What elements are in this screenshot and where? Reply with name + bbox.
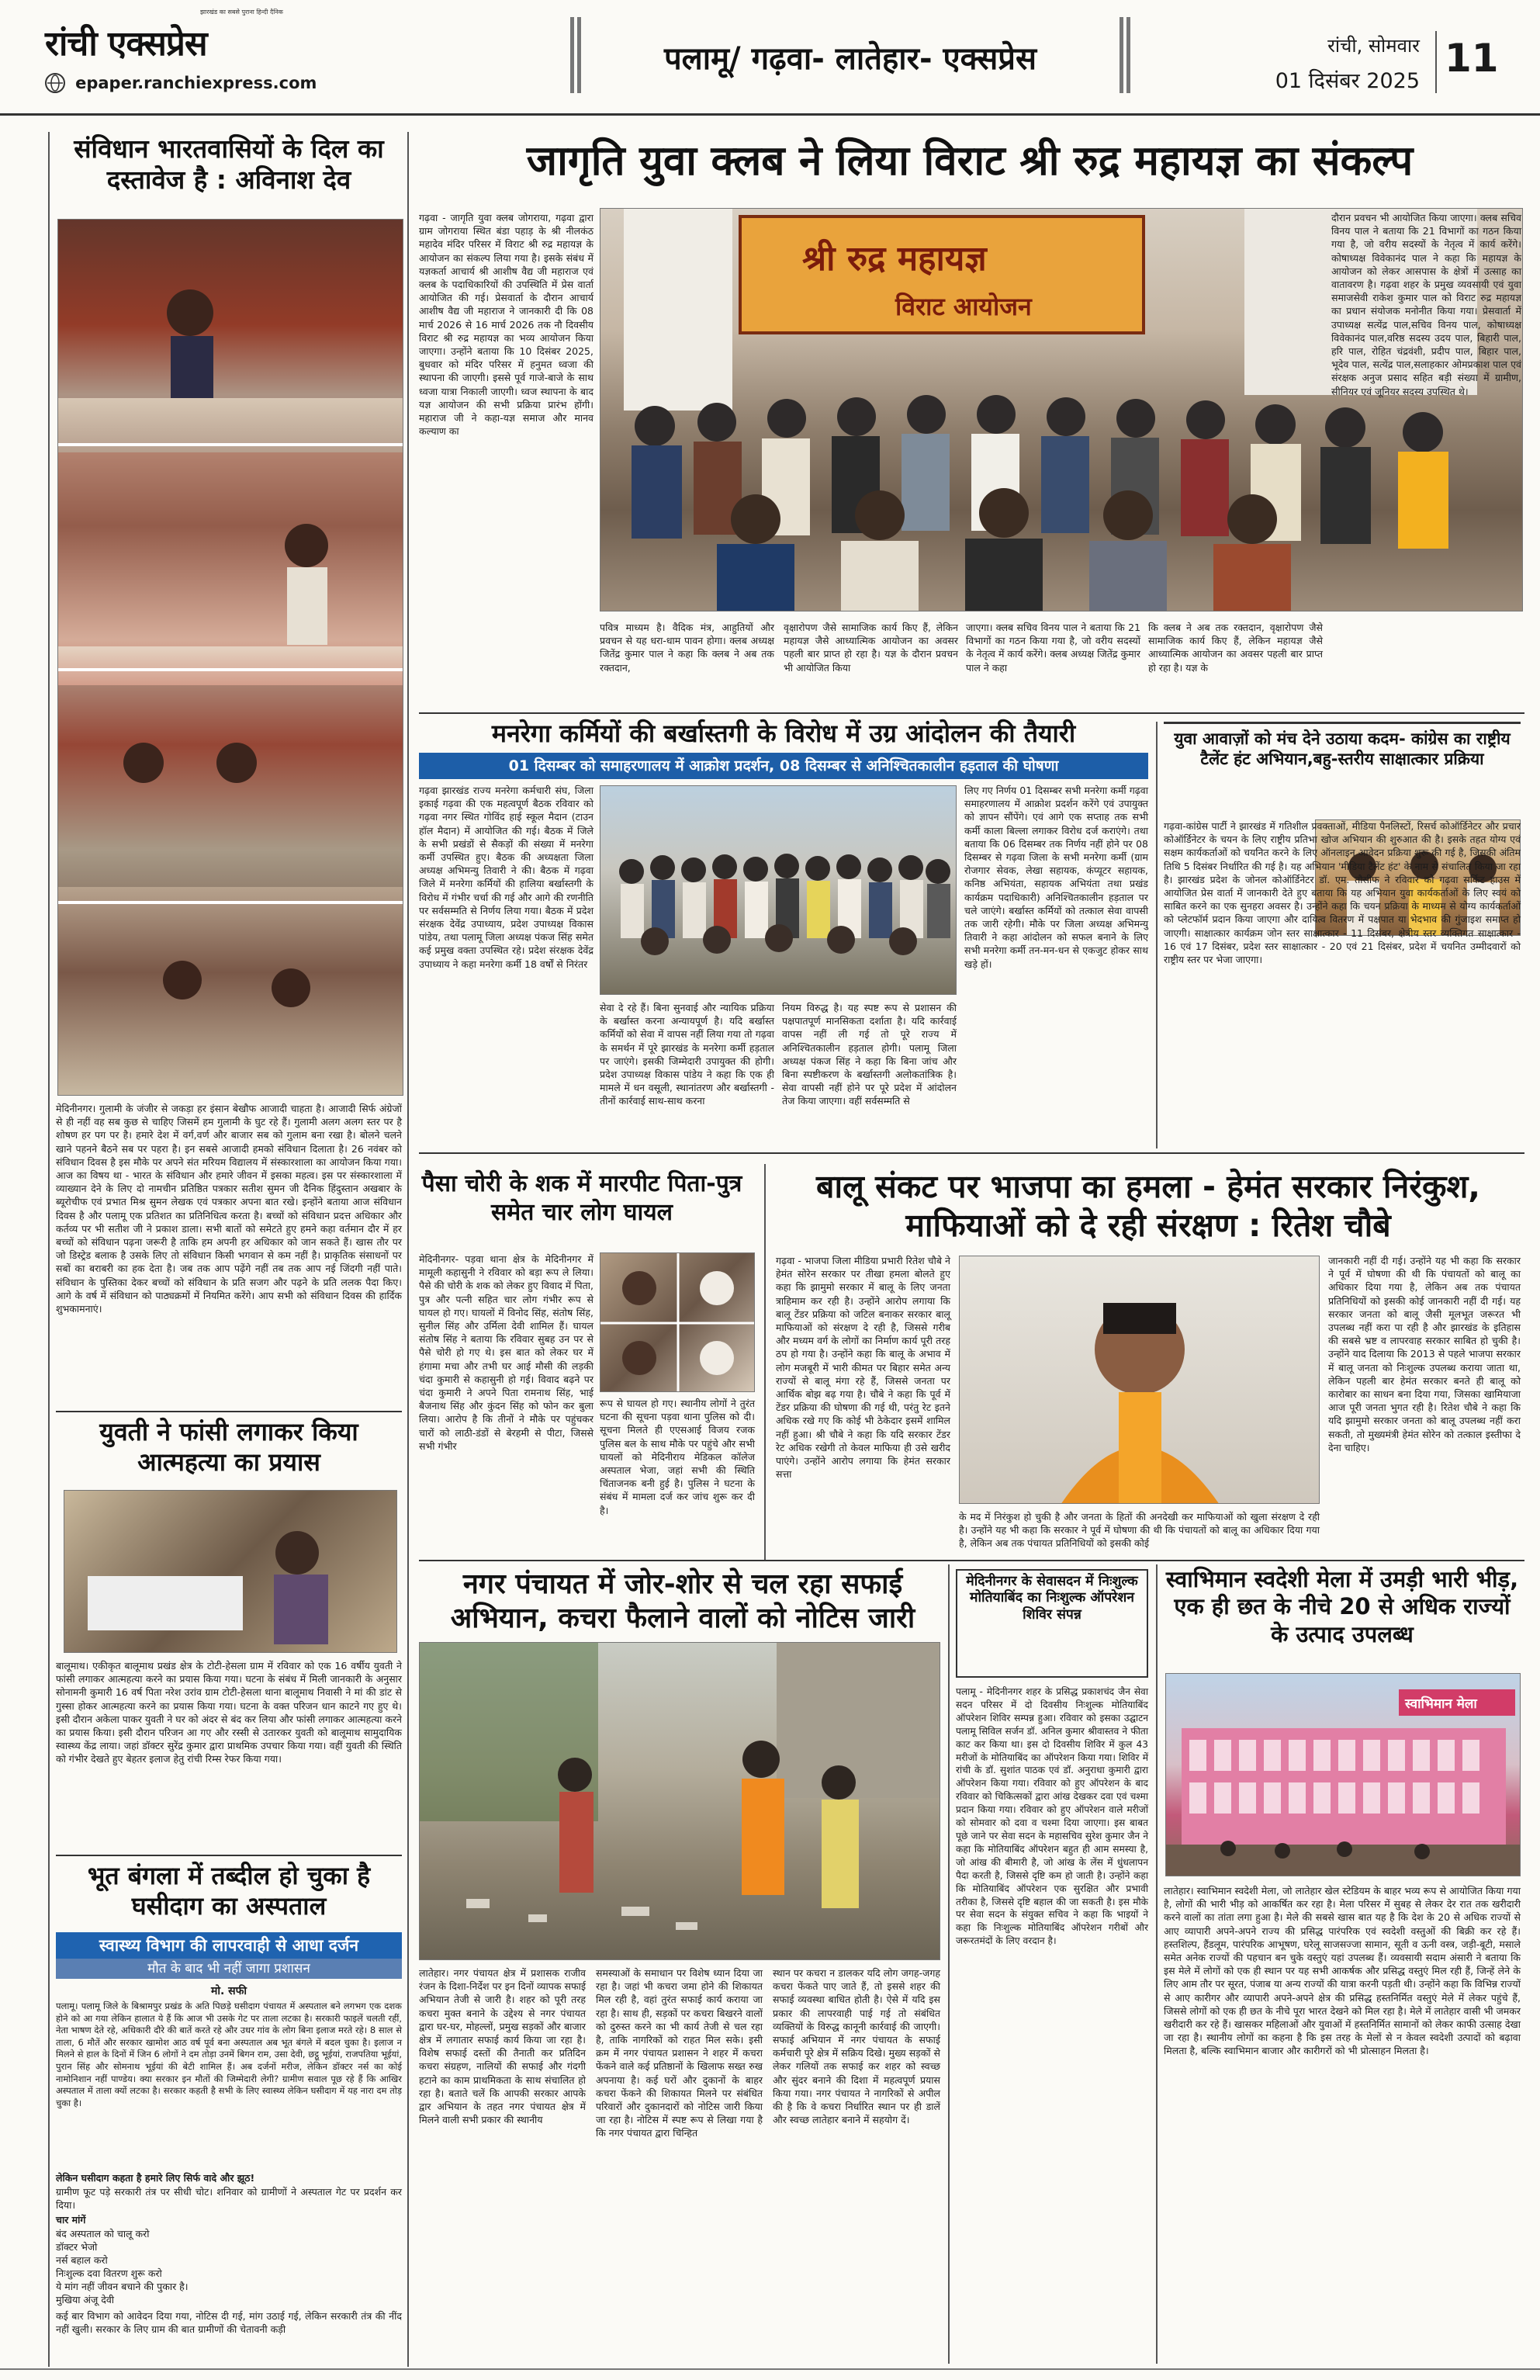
headline-ghasidag: भूत बंगला में तब्दील हो चुका है घसीदाग का अस्पताल [87, 1861, 371, 1921]
headline-samvidhan: संविधान भारतवासियों के दिल का दस्तावेज है : अविनाश देव [74, 133, 384, 196]
headline-mela: स्वाभिमान स्वदेशी मेला में उमड़ी भारी भीड़, एक ही छत के नीचे 20 से अधिक राज्यों के उत्पाद उपलब्ध [1165, 1566, 1519, 1647]
ghasidag-tail: कई बार विभाग को आवेदन दिया गया, नोटिस दी गई, मांग उठाई गई, लेकिन सरकारी तंत्र की नींद नहीं खुली। सरकार के लिए ग्राम की बात ग्रामीणों की चेतावनी कड़ी [56, 2310, 402, 2336]
bjp-col-1: गढ़वा - भाजपा जिला मीडिया प्रभारी रितेश चौबे ने हेमंत सोरेन सरकार पर तीखा हमला बोलते हुए कहा कि झामुमो सरकार में बालू के लिए जनता त्राहिमाम कर रही है। उन्होंने आरोप लगाया कि बालू टेंडर प्रक्रिया को जटिल बनाकर सरकार बालू माफियाओं को संरक्षण दे रही है, जिससे गरीब और मध्यम वर्ग के लोगों का निर्माण कार्य पूरी तरह ठप हो गया है। उन्होंने कहा कि बालू के अभाव में लोग मजबूरी में भारी कीमत पर बिहार समेत अन्य राज्यों से बालू मंगा रहे हैं, जिससे जनता पर आर्थिक बोझ बढ़ गया है। चौबे ने कहा कि पूर्व में टेंडर प्रक्रिया की घोषणा की गई थी, परंतु रेट इतने अधिक रखे गए कि कोई भी ठेकेदार इसमें शामिल नहीं हुआ। श्री चौबे ने कहा कि यदि सरकार टेंडर रेट अधिक रखेगी तो केवल माफिया ही उसे खरीद पाएंगे। उन्होंने आरोप लगाया कि हेमंत सरकार सत्ता [776, 1255, 950, 1481]
mgnrega-col-4: लिए गए निर्णय 01 दिसम्बर सभी मनरेगा कर्मी गढ़वा समाहरणालय में आक्रोश प्रदर्शन करेंगे एवं उपायुक्त को ज्ञापन सौंपेंगे। एवं आगे एक सप्ताह तक सभी कर्मी काला बिल्ला लगाकर विरोध दर्ज कराएंगे। तथा बताया कि 06 दिसम्बर तक निर्णय नहीं होने पर 08 दिसम्बर से गढ़वा जिला के सभी मनरेगा कर्मी (ग्राम रोजगार सेवक, लेखा सहायक, कंप्यूटर सहायक, कनिष्ठ अभियंता, सहायक अभियंता तथा प्रखंड कार्यक्रम पदाधिकारी) अनिश्चितकालीन हड़ताल पर चले जाएंगे। बर्खास्त कर्मियों को तत्काल सेवा वापसी तक जारी रहेगी। मौके पर जिला अध्यक्ष अभिमन्यु तिवारी ने कहा आंदोलन को सफल बनाने के लिए सभी मनरेगा कर्मी तन-मन-धन से एकजुट होकर साथ खड़े हों। [964, 785, 1148, 970]
headline-theft: पैसा चोरी के शक में मारपीट पिता-पुत्र समेत चार लोग घायल [421, 1170, 742, 1226]
photo-mgnrega-meeting [600, 785, 957, 995]
safai-col-2: समस्याओं के समाधान पर विशेष ध्यान दिया जा रहा है। जहां भी कचरा जमा होने की शिकायत मिल रही है, वहां तुरंत सफाई कार्य कराया जा रहा है। साथ ही, सड़कों पर कचरा बिखरने वालों को दुरुस्त करने का भी कार्य तेजी से चल रहा है, ताकि नागरिकों को राहत मिल सके। इसी क्रम में नगर पंचायत प्रशासन ने शहर में कचरा फेंकने वाले कई प्रतिष्ठानों के खिलाफ सख्त रुख अपनाया है। कई घरों और दुकानों के बाहर कचरा फेंकने की शिकायत मिलने पर संबंधित परिवारों और दुकानदारों को नोटिस जारी किया जा रहा है। नोटिस में स्पष्ट रूप से लिखा गया है कि नगर पंचायत द्वारा चिन्हित [596, 1967, 763, 2139]
photo-sanskarshala [57, 219, 403, 1096]
article-eye-camp: पलामू - मेदिनीनगर शहर के प्रसिद्ध प्रकाशचंद जैन सेवा सदन परिसर में दो दिवसीय निःशुल्क मोतियाबिंद ऑपरेशन शिविर सम्पन्न हुआ। रविवार को इसका उद्घाटन पलामू सिविल सर्जन डॉ. अनिल कुमार श्रीवास्तव ने फीता काट कर किया था। इस दो दिवसीय शिविर में कुल 43 मरीजों के मोतियाबिंद का ऑपरेशन किया गया। शिविर में रांची के डॉ. सुशांत पाठक एवं डॉ. अनुराधा कुमारी द्वारा ऑपरेशन किया गया। रविवार को हुए ऑपरेशन के बाद रविवार को चिकित्सकों द्वारा आंख देखकर दवा एवं चश्मा प्रदान किया गया। रविवार को हुए ऑपरेशन वाले मरीजों को सोमवार को दवा व चश्मा दिया जाएगा। इस बाबत पूछे जाने पर सेवा सदन के महासचिव सुरेश कुमार जैन ने कहा कि मोतियाबिंद ऑपरेशन बहुत ही आम समस्या है, जो आंख की बीमारी है, जो आंख के लेंस में धुंधलापन पैदा करती है, जिससे दृष्टि कम हो जाती है। उन्होंने कहा कि मोतियाबिंद ऑपरेशन एक सुरक्षित और प्रभावी तरीका है, जिससे दृष्टि बहाल की जा सकती है। इस मौके पर सेवा सदन के संयुक्त सचिव ने कहा कि भाइयों ने कहा कि निःशुल्क मोतियाबिंद ऑपरेशन गरीबों और जरूरतमंदों के लिए वरदान है। [956, 1686, 1148, 1947]
mgnrega-col-3: नियम विरुद्ध है। यह स्पष्ट रूप से प्रशासन की पक्षपातपूर्ण मानसिकता दर्शाता है। यदि कार्रवाई वापस नहीं ली गई तो पूरे राज्य में अनिश्चितकालीन हड़ताल होगी। पलामू जिला अध्यक्ष पंकज सिंह ने कहा कि बिना जांच और बिना स्पष्टीकरण के बर्खास्तगी अलोकतांत्रिक है। सेवा वापसी नहीं होने पर पूरे प्रदेश में आंदोलन तेज किया जाएगा। वहीं सर्वसम्मति से [782, 1002, 957, 1107]
photo-swadeshi-mela [1165, 1673, 1521, 1876]
ghasidag-demands [56, 2227, 402, 2306]
logo [45, 9, 324, 65]
list-item: डॉक्टर भेजो [56, 2241, 98, 2253]
lead-col-2: पवित्र माध्यम है। वैदिक मंत्र, आहुतियों और प्रवचन से यह धरा-धाम पावन होगा। क्लब अध्यक्ष जितेंद्र कुमार पाल ने कहा कि क्लब ने अब तक रक्तदान, [600, 622, 774, 674]
headline-bjp: बालू संकट पर भाजपा का हमला - हेमंत सरकार निरंकुश, माफियाओं को दे रही संरक्षण : रितेश चौबे [816, 1168, 1480, 1245]
headline-lead: जागृति युवा क्लब ने लिया विराट श्री रुद्र महायज्ञ का संकल्प [526, 137, 1414, 185]
photo-ritesh-choubey [959, 1256, 1320, 1504]
lead-col-3: वृक्षारोपण जैसे सामाजिक कार्य किए हैं, लेकिन महायज्ञ जैसे आध्यात्मिक आयोजन का अवसर पहली बार प्राप्त हो रहा है। यज्ञ के दौरान प्रवचन भी आयोजित किया [784, 622, 958, 674]
website-url[interactable]: epaper.ranchiexpress.com [75, 74, 317, 92]
list-item: मुखिया अंजू देवी [56, 2294, 115, 2306]
article-ghasidag: पलामू। पलामू जिले के बिश्रामपुर प्रखंड के अति पिछड़े घसीदाग पंचायत में अस्पताल बने लगभग एक दशक होने को आ गया लेकिन हालात ये हैं कि आज भी उसके गेट पर ताला लटका है। सरकारी फाइलें चलती रहीं, नेता भाषण देते रहे, अधिकारी दौरे की बातें करते रहे और उधर गांव के लोग बिना इलाज मरते रहे। 8 साल से ताला, 6 मौतें और सरकार खामोश आठ वर्ष पूर्व बना अस्पताल अब भूत बंगले में बदल चुका है। इलाज न मिलने से हाल के दिनों में जिन 6 लोगों ने दम तोड़ा उनमें बिगन राम, उसा देवी, छट्ठू भूईयां, राजपतिया भूईयां, पुरान सिंह और सोमनाथ भूईयां की बेटी शामिल हैं। अब दर्जनों मरीज, लेकिन डॉक्टर नर्स का कोई नामोनिशान नहीं पाण्डेय। क्या सरकार इन मौतों की जिम्मेदारी लेगी? ग्रामीण सवाल पूछ रहे हैं कि आखिर अस्पताल में ताला क्यों लटका है। सरकार कहती है सभी के लिए स्वास्थ्य लेकिन घसीदाग में यह नारा दम तोड़ चुका है। [56, 2001, 402, 2108]
headline-congress: युवा आवाज़ों को मंच देने उठाया कदम- कांग्रेस का राष्ट्रीय टैलेंट हंट अभियान,बहु-स्तरीय साक्षात्कार प्रक्रिया [1174, 729, 1511, 768]
place-day: रांची, सोमवार [1327, 35, 1420, 57]
lead-col-1: गढ़वा - जागृति युवा क्लब जोगराया, गढ़वा द्वारा ग्राम जोगराया स्थित बंडा पहाड़ के श्री नीलकंठ महादेव मंदिर परिसर में विराट श्री रुद्र महायज्ञ के आयोजन का संकल्प लिया गया है। इसके संबंध में यज्ञकर्ता आचार्य श्री आशीष वैद्य जी महाराज एवं क्लब के पदाधिकारियों की उपस्थिति में प्रेस वार्ता आयोजित की गई। प्रेसवार्ता के दौरान आचार्य आशीष वैद्य जी महाराज ने जानकारी दी कि 08 मार्च 2026 से 16 मार्च 2026 तक नौ दिवसीय विराट श्री रुद्र महायज्ञ का भव्य आयोजन किया जाएगा। उन्होंने बताया कि 10 दिसंबर 2025, बुधवार को मंदिर परिसर में हनुमत ध्वजा की स्थापना की जाएगी। इससे पूर्व गाजे-बाजे के साथ ध्वजा यात्रा निकाली जाएगी। ध्वज स्थापना के बाद यज्ञ आयोजन की सभी प्रक्रिया प्रारंभ होंगी। महाराज जी ने कहा-यज्ञ समाज और मानव कल्याण का [419, 212, 594, 438]
bjp-col-2: के मद में निरंकुश हो चुकी है और जनता के हितों की अनदेखी कर माफियाओं को खुला संरक्षण दे रही है। उन्होंने यह भी कहा कि सरकार ने पूर्व में घोषणा की थी कि पंचायतों को बालू का अधिकार दिया गया है, लेकिन अब तक पंचायत प्रतिनिधियों को इसकी कोई [959, 1511, 1320, 1550]
banner-subtitle: विराट आयोजन [895, 292, 1032, 321]
article-samvidhan: मेदिनीनगर। गुलामी के जंजीर से जकड़ा हर इंसान बेखौफ आजादी चाहता है। आजादी सिर्फ अंग्रेजों से ही नहीं वह सब कुछ से चाहिए जिसमें हम गुलामी के घुट रहे हैं। गुलामी अलग अलग स्तर पर है शोषण हर पग पर है। हमारे देश में वर्ग,वर्ण और बाजार सब को गुलाम बना रखा है। बोलने चलने खाने पहनने बैठने सब पर पहरा है। इन सबसे आजादी हमको संविधान दिलाता है। 26 नवंबर को संविधान दिवस है इस मौके पर अपने संत मरियम विद्यालय में संस्कारशाला का आयोजन किया गया। आज का विषय था - भारत के संविधान और हमारे जीवन में इसका महत्व। इस पर संस्कारशाला में व्याख्यान देने के लिए दो नामचीन प्रतिष्ठित पत्रकार सतीश सुमन जी दैनिक हिंदुस्तान अखबार के ब्यूरोचीफ एवं प्रभात मिश्र सुमन लेखक एवं पत्रकार अपना बात रखे। इन्होंने बताया आज संविधान दिवस है और पलामू एक प्रतिशत का प्रतिनिधित्व करता है। बच्चों को संविधान प्रदत्त अधिकार और कर्तव्य पर भी सतीश जी ने प्रकाश डाला। सभी बातों को समेटते हुए हमने कहा वर्तमान दौर में हर बच्चों को संविधान पढ़ना जरूरी है ताकि हम अपनी हर अधिकार को जान सकते हैं। खास तौर पर जो डिस्ट्रेड बलाक है उसके लिए तो संविधान किसी भगवान से कम नहीं है। प्राकृतिक संसाधनों पर सबों का बराबरी का हक देता है। जब तक आप पढ़ेंगे नहीं तब तक आप नई जिंदगी नहीं पाते। संविधान के पुस्तिका देकर बच्चों को संविधान के प्रति सजग और पढ़ने के प्रति ललक पैदा किए। आगे के वर्ष में संविधान को पाठ्यक्रमों में नियमित करेंगे। आप सभी को संविधान दिवस की हार्दिक शुभकामनाएं। [56, 1103, 402, 1315]
mgnrega-col-1: गढ़वा झारखंड राज्य मनरेगा कर्मचारी संघ, जिला इकाई गढ़वा की एक महत्वपूर्ण बैठक रविवार को गढ़वा नगर स्थित गोविंद हाई स्कूल मैदान (टाउन हॉल मैदान) में आयोजित की गई। बैठक में जिले के सभी प्रखंडों से सैकड़ों की संख्या में मनरेगा कर्मी उपस्थित हुए। बैठक की अध्यक्षता जिला अध्यक्ष अभिमन्यु तिवारी ने की। बैठक में गढ़वा जिले में मनरेगा कर्मियों की हालिया बर्खास्तगी के विरोध में गंभीर चर्चा की गई और आगे की रणनीति पर सर्वसम्मति से निर्णय लिया गया। बैठक में प्रदेश संरक्षक देवेंद्र उपाध्याय, प्रदेश उपाध्यक्ष विकास पांडेय, तथा पलामू जिला अध्यक्ष पंकज सिंह समेत कई प्रमुख वक्ता उपस्थित रहे। प्रदेश संरक्षक देवेंद्र उपाध्याय ने कहा मनरेगा कर्मी 18 वर्षों से निरंतर [419, 785, 594, 970]
issue-date: 01 दिसंबर 2025 [1275, 69, 1420, 93]
theft-col-1: मेदिनीनगर- पड़वा थाना क्षेत्र के मेदिनीनगर में मामूली कहासुनी ने रविवार को बड़ा रूप ले लिया। पैसे की चोरी के शक को लेकर हुए विवाद में पिता, पुत्र और पत्नी सहित चार लोग गंभीर रूप से घायल हो गए। घायलों में विनोद सिंह, संतोष सिंह, सुनील सिंह और उर्मिला देवी शामिल हैं। घायल संतोष सिंह ने बताया कि रविवार सुबह उन पर से पैसे चोरी हो गए थे। इस बात को लेकर घर में हंगामा मचा और तभी घर आई मौसी की लड़की चंदा कुमारी से कहासुनी हो गई। विवाद बढ़ने पर चंदा कुमारी ने अपने पिता रामनाथ सिंह, भाई बैजनाथ सिंह और कुंदन सिंह को फोन कर बुला लिया। आरोप है कि तीनों ने मौके पर पहुंचकर चारों को लाठी-डंडों से बेरहमी से पीटा, जिससे सभी गंभीर [419, 1253, 594, 1452]
ghasidag-list-intro: ग्रामीण फूट पड़े सरकारी तंत्र पर सीधी चोट। शनिवार को ग्रामीणों ने अस्पताल गेट पर प्रदर्शन कर दिया। [56, 2186, 402, 2212]
section-banner [570, 17, 1130, 93]
strap2-ghasidag: मौत के बाद भी नहीं जागा प्रशासन [56, 1959, 402, 1979]
globe-icon [45, 73, 65, 93]
logo-text: रांची एक्सप्रेस [45, 24, 207, 64]
article-fansi: बालूमाथ। एकीकृत बालूमाथ प्रखंड क्षेत्र के टोटी-हेसला ग्राम में रविवार को एक 16 वर्षीय युवती ने फांसी लगाकर आत्महत्या करने का प्रयास किया गया। घटना के संबंध में मिली जानकारी के अनुसार सोनामनी कुमारी 16 वर्ष पिता नरेश उरांव ग्राम टोटी-हेसला थाना बालूमाथ निवासी ने मां की डांट से गुस्सा होकर आत्महत्या करने का प्रयास किया गया। घटना के वक्त परिजन धान काटने गए हुए थे। इसी दौरान अकेला पाकर युवती ने घर को अंदर से बंद कर लिया और फांसी लगाकर आत्महत्या करने का प्रयास किया। इसी दौरान परिजन आ गए और रस्सी से उतारकर युवती को बालूमाथ सामुदायिक स्वास्थ्य केंद्र लाया। जहां डॉक्टर सुरेंद्र कुमार द्वारा प्राथमिक उपचार किया गया। वहीं युवती की स्थिति को गंभीर देखते हुए बेहतर इलाज हेतु रांची रिम्स रेफर किया गया। [56, 1660, 402, 1765]
list-item: बंद अस्पताल को चालू करो [56, 2228, 150, 2240]
photo-safai-abhiyan [419, 1642, 940, 1960]
ghasidag-list-head: चार मांगें [56, 2214, 86, 2226]
website-row [45, 73, 317, 96]
ghasidag-bold-line: लेकिन घसीदाग कहता है हमारे लिए सिर्फ वादे और झूठ! [56, 2172, 255, 2184]
lead-col-6: दौरान प्रवचन भी आयोजित किया जाएगा। क्लब सचिव विनय पाल ने बताया कि 21 विभागों का गठन किया गया है, जो वरीय सदस्यों के नेतृत्व में कार्य करेंगे। कोषाध्यक्ष विवेकानंद पाल ने कहा कि महायज्ञ के आयोजन को लेकर आसपास के क्षेत्रों में उत्साह का वातावरण है। गढ़वा शहर के प्रमुख व्यवसायी एवं युवा समाजसेवी राकेश कुमार पाल को विराट रुद्र महायज्ञ का प्रधान संयोजक मनोनीत किया गया। प्रेसवार्ता में उपाध्यक्ष सत्येंद्र पाल,सचिव विनय पाल, कोषाध्यक्ष विवेकानंद पाल,वरिष्ठ सदस्य उदय पाल, बिहारी पाल, हरि पाल, रोहित चंद्रवंशी, प्रदीप पाल, बिहार पाल, भूदेव पाल, सत्येंद्र पाल,सलाहकार ओमप्रकाश पाल एवं संरक्षक अनुज प्रसाद सहित बड़ी संख्या में ग्रामीण, सीनियर एवं जूनियर सदस्य उपस्थित थे। [1331, 212, 1521, 397]
article-congress: गढ़वा-कांग्रेस पार्टी ने झारखंड में गतिशील प्रवक्ताओं, मीडिया पैनलिस्टों, रिसर्च कोऑर्डिनेटर और प्रचार कोऑर्डिनेटर के चयन के लिए राष्ट्रीय प्रतिभा खोज अभियान की शुरुआत की है। इसके तहत योग्य एवं सक्षम कार्यकर्ताओं को चयनित करने के लिए ऑनलाइन आवेदन प्रक्रिया शुरू की गई है, जिसकी अंतिम तिथि 5 दिसंबर निर्धारित की गई है। यह अभियान 'मीडिया टैलेंट हंट' के नाम से संचालित किया जा रहा है। झारखंड प्रदेश के जोनल कोऑर्डिनेटर डॉ. एम. तौसीफ ने रविवार को गढ़वा सर्किट हाउस में आयोजित प्रेस वार्ता में जानकारी देते हुए बताया कि यह अभियान युवा कार्यकर्ताओं के लिए स्वयं को साबित करने का एक सुनहरा अवसर है। उन्होंने कहा कि चयन प्रक्रिया के माध्यम से योग्य कार्यकर्ताओं को प्लेटफॉर्म प्रदान किया जाएगा और दायित्व वितरण में पक्षपात या भेदभाव की गुंजाइश समाप्त हो जाएगी। साक्षात्कार कार्यक्रम जोन स्तर साक्षात्कार - 11 दिसंबर, क्षेत्रीय स्तर व्यक्तिगत साक्षात्कार - 16 एवं 17 दिसंबर, प्रदेश स्तर साक्षात्कार - 20 एवं 21 दिसंबर, प्रदेश में चयनित उम्मीदवारों को राष्ट्रीय स्तर पर भेजा जाएगा। [1164, 820, 1521, 966]
photo-injured [600, 1252, 755, 1392]
strap-ghasidag: स्वास्थ्य विभाग की लापरवाही से आधा दर्जन [56, 1932, 402, 1959]
headline-fansi: युवती ने फांसी लगाकर किया आत्महत्या का प्रयास [99, 1417, 358, 1478]
lead-col-4: जाएगा। क्लब सचिव विनय पाल ने बताया कि 21 विभागों का गठन किया गया है, जो वरीय सदस्यों के नेतृत्व में कार्य करेंगे। क्लब अध्यक्ष जितेंद्र कुमार पाल ने कहा [966, 622, 1140, 674]
mgnrega-col-2: सेवा दे रहे हैं। बिना सुनवाई और न्यायिक प्रक्रिया के बर्खास्त करना अन्यायपूर्ण है। यदि बर्खास्त कर्मियों को सेवा में वापस नहीं लिया गया तो गढ़वा के समर्थन में पूरे झारखंड के मनरेगा कर्मी हड़ताल पर जाएंगे। इसकी जिम्मेदारी उपायुक्त की होगी। प्रदेश उपाध्यक्ष विकास पांडेय ने कहा कि एक ही मामले में धन वसूली, स्थानांतरण और बर्खास्तगी - तीनों कार्रवाई साथ-साथ करना [600, 1002, 774, 1107]
lead-col-5: कि क्लब ने अब तक रक्तदान, वृक्षारोपण जैसे सामाजिक कार्य किए हैं, लेकिन महायज्ञ जैसे आध्यात्मिक आयोजन का अवसर पहली बार प्राप्त हो रहा है। यज्ञ के [1148, 622, 1323, 674]
safai-col-3: स्थान पर कचरा न डालकर यदि लोग जगह-जगह कचरा फेंकते पाए जाते हैं, तो इससे शहर की सफाई व्यवस्था बाधित होती है। ऐसे में यदि इस प्रकार की लापरवाही पाई गई तो संबंधित व्यक्तियों के विरुद्ध कानूनी कार्रवाई की जाएगी। सफाई अभियान में नगर पंचायत के सफाई कर्मचारी पूरे क्षेत्र में सक्रिय दिखे। मुख्य सड़कों से लेकर गलियों तक सफाई कर शहर को स्वच्छ और सुंदर बनाने की दिशा में महत्वपूर्ण प्रयास किया गया। नगर पंचायत ने नागरिकों से अपील की है कि वे कचरा निर्धारित स्थान पर ही डालें और स्वच्छ लातेहार बनाने में सहयोग दें। [773, 1967, 940, 2126]
headline-eye-camp: मेदिनीनगर के सेवासदन में निःशुल्क मोतियाबिंद का निःशुल्क ऑपरेशन शिविर संपन्न [966, 1574, 1138, 1623]
byline-ghasidag: मो. सफी [210, 1985, 247, 1997]
strap-mgnrega: 01 दिसम्बर को समाहरणालय में आक्रोश प्रदर्शन, 08 दिसम्बर से अनिश्चितकालीन हड़ताल की घोषणा [419, 753, 1148, 779]
photo-hospital-girl [64, 1490, 397, 1653]
mela-photo-label: स्वाभिमान मेला [1405, 1696, 1477, 1712]
list-item: नर्स बहाल करो [56, 2254, 108, 2266]
article-mela: लातेहार। स्वाभिमान स्वदेशी मेला, जो लातेहार खेल स्टेडियम के बाहर भव्य रूप से आयोजित किया गया है, लोगों की भारी भीड़ को आकर्षित कर रहा है। मेला परिसर में सुबह से लेकर देर रात तक खरीदारी करने वालों का तांता लगा हुआ है। मेले की सबसे खास बात यह है कि देश के 20 से अधिक राज्यों से आए व्यापारी अपने-अपने राज्य की प्रसिद्ध पारंपरिक एवं स्वदेशी वस्तुओं की बिक्री कर रहे हैं। हस्तशिल्प, हैंडलूम, पारंपरिक आभूषण, घरेलू साजसज्जा सामान, सूती व ऊनी वस्त्र, जड़ी-बूटी, मसाले समेत अनेक राज्यों की पहचान बन चुके वस्तुएं यहां उपलब्ध हैं। व्यवसायी सदाम अंसारी ने बताया कि इस मेले में लोगों को एक ही स्थान पर यह सभी आकर्षक और प्रसिद्ध वस्तुएं मिल रही हैं, जिन्हें लेने के लिए आम तौर पर सूरत, पंजाब या अन्य राज्यों की यात्रा करनी पड़ती थी। उन्होंने कहा कि विभिन्न राज्यों से आए कारीगर और व्यापारी अपने-अपने क्षेत्र की प्रसिद्ध हस्तनिर्मित वस्तुएं मेले में लेकर पहुंचे हैं, जिससे लोगों को एक ही छत के नीचे पूरा भारत देखने को मिल रहा है। मेले में लातेहार वासी भी जमकर खरीदारी कर रहे हैं। खासकर महिलाओं और युवाओं में हस्तनिर्मित सामानों को लेकर काफी उत्साह देखा जा रहा है। स्थानीय लोगों का कहना है कि इस तरह के मेलों से न केवल स्वदेशी उत्पादों को बढ़ावा मिलता है, बल्कि स्वाभिमान बाजार और कारीगरों को भी प्रोत्साहन मिलता है। [1164, 1885, 1521, 2057]
list-item: ये मांग नहीं जीवन बचाने की पुकार है। [56, 2281, 189, 2292]
headline-mgnrega: मनरेगा कर्मियों की बर्खास्तगी के विरोध में उग्र आंदोलन की तैयारी [491, 719, 1076, 748]
masthead [0, 0, 1540, 110]
section-title: पलामू/ गढ़वा- लातेहार- एक्सप्रेस [663, 41, 1037, 77]
list-item: निःशुल्क दवा वितरण शुरू करो [56, 2267, 162, 2279]
banner-title: श्री रुद्र महायज्ञ [802, 239, 987, 279]
safai-col-1: लातेहार। नगर पंचायत क्षेत्र में प्रशासक राजीव रंजन के दिशा-निर्देश पर इन दिनों व्यापक सफाई अभियान तेजी से जारी है। शहर को पूरी तरह कचरा मुक्त बनाने के उद्देश्य से नगर पंचायत द्वारा घर-घर, मोहल्लों, प्रमुख सड़कों और बाजार क्षेत्र में लगातार सफाई कार्य किया जा रहा है। विशेष सफाई दस्तों की तैनाती कर प्रतिदिन कचरा संग्रहण, नालियों की सफाई और गंदगी हटाने का काम प्राथमिकता के साथ संचालित हो रहा है। बताते चलें कि आपकी सरकार आपके द्वार अभियान के तहत नगर पंचायत क्षेत्र में मिलने वाली सभी प्रकार की स्थानीय [419, 1967, 586, 2126]
logo-tagline: झारखंड का सबसे पुराना हिन्दी दैनिक [200, 9, 283, 16]
bjp-col-3: जानकारी नहीं दी गई। उन्होंने यह भी कहा कि सरकार ने पूर्व में घोषणा की थी कि पंचायतों को बालू का अधिकार दिया गया है, लेकिन अब तक पंचायत प्रतिनिधियों को इसकी कोई जानकारी नहीं दी गई। यह सरकार जनता को बालू जैसी मूलभूत जरूरत भी उपलब्ध नहीं करा पा रही है और झारखंड के इतिहास की सबसे भ्रष्ट व लापरवाह सरकार साबित हो चुकी है। उन्होंने याद दिलाया कि 2013 से पहले भाजपा सरकार में बालू जनता को निःशुल्क उपलब्ध कराया जाता था, लेकिन पहली बार हेमंत सरकार बनते ही बालू को कारोबार का साधन बना दिया गया, जिसका खामियाजा आज पूरी जनता भुगत रही है। रितेश चौबे ने कहा कि यदि झामुमो सरकार जनता को बालू उपलब्ध नहीं करा सकती, तो मुख्यमंत्री हेमंत सोरेन को तत्काल इस्तीफा दे देना चाहिए। [1328, 1255, 1521, 1453]
page-number: 11 [1445, 36, 1499, 81]
headline-safai: नगर पंचायत में जोर-शोर से चल रहा सफाई अभियान, कचरा फैलाने वालों को नोटिस जारी [450, 1568, 915, 1634]
theft-col-2: रूप से घायल हो गए। स्थानीय लोगों ने तुरंत घटना की सूचना पड़वा थाना पुलिस को दी। सूचना मिलते ही एएसआई विजय रजक पुलिस बल के साथ मौके पर पहुंचे और सभी घायलों को मेदिनीराय मेडिकल कॉलेज अस्पताल भेजा, जहां सभी की स्थिति चिंताजनक बनी हुई है। पुलिस ने घटना के संबंध में मामला दर्ज कर जांच शुरू कर दी है। [600, 1398, 755, 1516]
